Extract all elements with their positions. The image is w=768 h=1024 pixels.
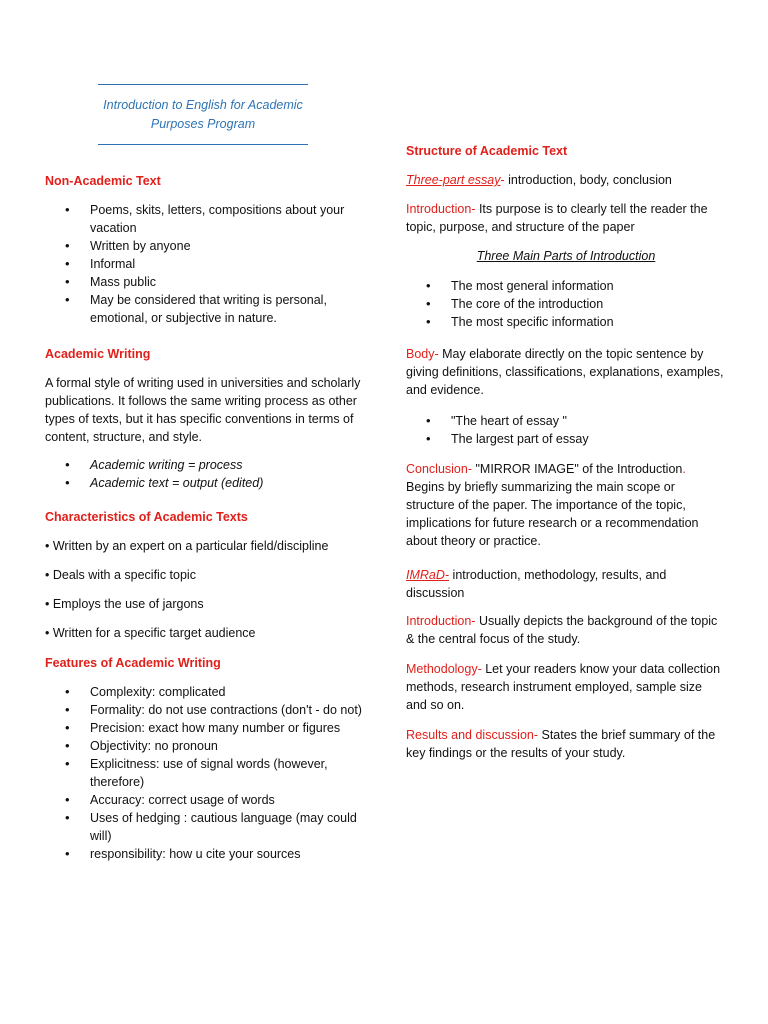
academic-writing-list — [45, 456, 363, 492]
academic-writing-section — [45, 345, 363, 492]
list-item: • Explicitness: use of signal words (however, therefore) — [45, 755, 363, 791]
non-academic-heading: Non-Academic Text — [45, 174, 161, 188]
results-text: States the brief summary of the key findings or the results of your study. — [406, 728, 716, 760]
conclusion-text-b: Begins by briefly summarizing the main scope or structure of the paper. The importance of the topic, implications for future research or a recommendation about theory or practice. — [406, 480, 699, 548]
body-list — [406, 412, 726, 448]
imrad-paragraph — [406, 566, 726, 602]
intro-parts-list — [406, 277, 726, 331]
imrad-introduction-paragraph — [406, 612, 726, 648]
features-list — [45, 683, 363, 863]
list-item: • Poems, skits, letters, compositions about your vacation — [45, 201, 363, 237]
list-item: • responsibility: how u cite your sources — [45, 845, 363, 863]
three-part-essay-line — [406, 171, 726, 189]
non-academic-section — [45, 172, 363, 327]
body-paragraph — [406, 345, 726, 399]
features-heading: Features of Academic Writing — [45, 656, 221, 670]
three-part-essay-dash: - — [500, 173, 505, 187]
imrad-term: IMRaD- — [406, 568, 450, 582]
results-paragraph — [406, 726, 726, 762]
methodology-term: Methodology- — [406, 662, 482, 676]
body-text: May elaborate directly on the topic sentence by giving definitions, classifications, explanations, examples, and evidence. — [406, 347, 724, 397]
title-rule-bottom — [98, 144, 308, 145]
characteristics-heading: Characteristics of Academic Texts — [45, 510, 248, 524]
list-item: • The core of the introduction — [406, 295, 726, 313]
list-item: • Complexity: complicated — [45, 683, 363, 701]
characteristic-item: • Employs the use of jargons — [45, 597, 204, 611]
document-title-block — [98, 84, 308, 145]
title-line-2: Purposes Program — [150, 117, 256, 131]
characteristics-section — [45, 508, 363, 642]
list-item: • Written by anyone — [45, 237, 363, 255]
three-part-essay-text: introduction, body, conclusion — [504, 173, 672, 187]
list-item: • "The heart of essay " — [406, 412, 726, 430]
introduction-paragraph — [406, 200, 726, 236]
features-section — [45, 654, 363, 863]
list-item: • Academic writing = process — [45, 456, 363, 474]
characteristic-item: • Written by an expert on a particular field/discipline — [45, 539, 329, 553]
introduction-term: Introduction- — [406, 202, 476, 216]
structure-heading: Structure of Academic Text — [406, 144, 568, 158]
non-academic-list — [45, 201, 363, 327]
body-term: Body- — [406, 347, 439, 361]
document-title — [98, 85, 308, 144]
list-item: • May be considered that writing is personal, emotional, or subjective in nature. — [45, 291, 363, 327]
list-item: • Objectivity: no pronoun — [45, 737, 363, 755]
list-item: • Formality: do not use contractions (don't - do not) — [45, 701, 363, 719]
results-term: Results and discussion- — [406, 728, 539, 742]
list-item: • Informal — [45, 255, 363, 273]
methodology-paragraph — [406, 660, 726, 714]
introduction-text: Its purpose is to clearly tell the reader the topic, purpose, and structure of the paper — [406, 202, 708, 234]
three-part-essay-term: Three-part essay — [406, 173, 501, 187]
intro-parts-title: Three Main Parts of Introduction — [476, 249, 656, 263]
characteristic-item: • Written for a specific target audience — [45, 626, 256, 640]
list-item: • The most general information — [406, 277, 726, 295]
academic-writing-paragraph: A formal style of writing used in universities and scholarly publications. It follows the same writing process as other types of texts, but it has specific conventions in terms of content, structure, and style. — [45, 376, 361, 444]
imrad-text: introduction, methodology, results, and discussion — [406, 568, 667, 600]
list-item: • The largest part of essay — [406, 430, 726, 448]
characteristic-item: • Deals with a specific topic — [45, 568, 196, 582]
academic-writing-heading: Academic Writing — [45, 347, 151, 361]
methodology-text: Let your readers know your data collection methods, research instrument employed, sample size and so on. — [406, 662, 721, 712]
list-item: • Uses of hedging : cautious language (may could will) — [45, 809, 363, 845]
conclusion-dot: . — [682, 462, 686, 476]
list-item: • The most specific information — [406, 313, 726, 331]
imrad-introduction-term: Introduction- — [406, 614, 476, 628]
conclusion-text-a: "MIRROR IMAGE" of the Introduction — [472, 462, 683, 476]
imrad-introduction-text: Usually depicts the background of the topic & the central focus of the study. — [406, 614, 718, 646]
title-line-1: Introduction to English for Academic — [103, 98, 303, 112]
conclusion-term: Conclusion- — [406, 462, 473, 476]
list-item: • Mass public — [45, 273, 363, 291]
list-item: • Accuracy: correct usage of words — [45, 791, 363, 809]
list-item: • Academic text = output (edited) — [45, 474, 363, 492]
list-item: • Precision: exact how many number or figures — [45, 719, 363, 737]
conclusion-paragraph — [406, 460, 726, 550]
